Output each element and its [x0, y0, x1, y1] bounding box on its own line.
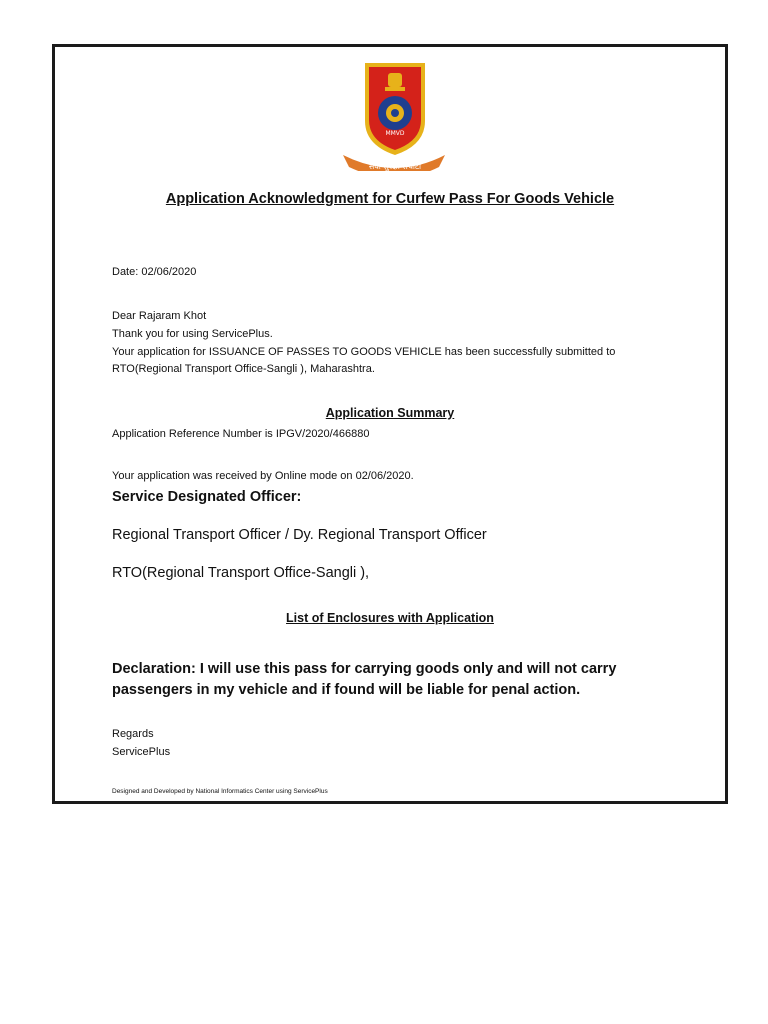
summary-heading: Application Summary — [325, 406, 455, 420]
mmvd-emblem-logo — [339, 59, 449, 171]
officer-office: RTO(Regional Transport Office-Sangli ), — [112, 565, 370, 581]
regards-text: Regards — [112, 728, 154, 740]
officer-heading: Service Designated Officer: — [112, 489, 302, 505]
document-title: Application Acknowledgment for Curfew Pass For Goods Vehicle — [165, 191, 615, 207]
received-text: Your application was received by Online mode on 02/06/2020. — [112, 470, 414, 482]
body-line-2: RTO(Regional Transport Office-Sangli ), Maharashtra. — [112, 363, 375, 375]
enclosures-heading: List of Enclosures with Application — [286, 611, 494, 625]
greeting-text: Dear Rajaram Khot — [112, 310, 207, 322]
emblem-text: MMVD — [385, 130, 405, 137]
footer-credit: Designed and Developed by National Informatics Center using ServicePlus — [112, 788, 328, 795]
ribbon-text: सेवा सुरक्षा सचोटी — [368, 162, 422, 171]
date-text: Date: 02/06/2020 — [112, 266, 197, 278]
acknowledgment-page — [52, 44, 728, 804]
declaration-text: Declaration: I will use this pass for carrying goods only and will not carry passengers in my vehicle and if found will be liable for penal action. — [112, 661, 617, 698]
thanks-text: Thank you for using ServicePlus. — [112, 328, 273, 340]
officer-name: Regional Transport Officer / Dy. Regional Transport Officer — [112, 527, 487, 543]
reference-text: Application Reference Number is IPGV/2020/466880 — [112, 428, 370, 440]
body-line-1: Your application for ISSUANCE OF PASSES TO GOODS VEHICLE has been successfully submitted to — [112, 346, 616, 358]
signoff-text: ServicePlus — [112, 746, 171, 758]
